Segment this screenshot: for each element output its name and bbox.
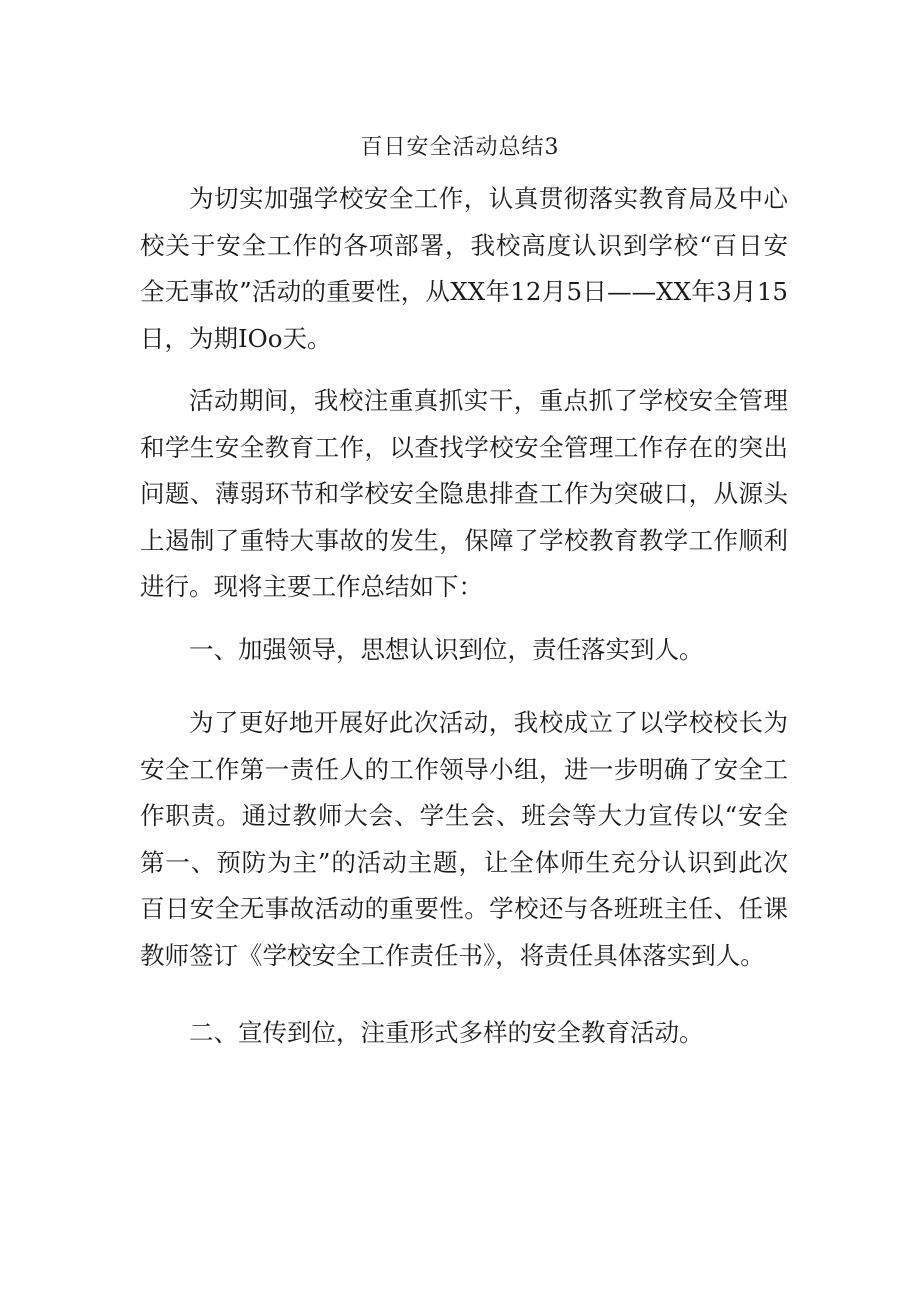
- paragraph-intro: 为切实加强学校安全工作，认真贯彻落实教育局及中心校关于安全工作的各项部署，我校高度认识到学校“百日安全无事故”活动的重要性，从XX年12月5日——XX年3月15日，为期IOo天。: [140, 184, 788, 353]
- document-title: 百日安全活动总结3: [360, 135, 560, 160]
- section-heading-2: 二、宣传到位，注重形式多样的安全教育活动。: [189, 1018, 704, 1047]
- paragraph-activity-period: 活动期间，我校注重真抓实干，重点抓了学校安全管理和学生安全教育工作，以查找学校安全管理工作存在的突出问题、薄弱环节和学校安全隐患排查工作为突破口，从源头上遏制了重特大事故的发生，保障了学校教育教学工作顺利进行。现将主要工作总结如下：: [140, 386, 788, 601]
- section-heading-1: 一、加强领导，思想认识到位，责任落实到人。: [189, 635, 704, 664]
- paragraph-leadership: 为了更好地开展好此次活动，我校成立了以学校校长为安全工作第一责任人的工作领导小组，进一步明确了安全工作职责。通过教师大会、学生会、班会等大力宣传以“安全第一、预防为主”的活动主题，让全体师生充分认识到此次百日安全无事故活动的重要性。学校还与各班班主任、任课教师签订《学校安全工作责任书》，将责任具体落实到人。: [140, 708, 788, 970]
